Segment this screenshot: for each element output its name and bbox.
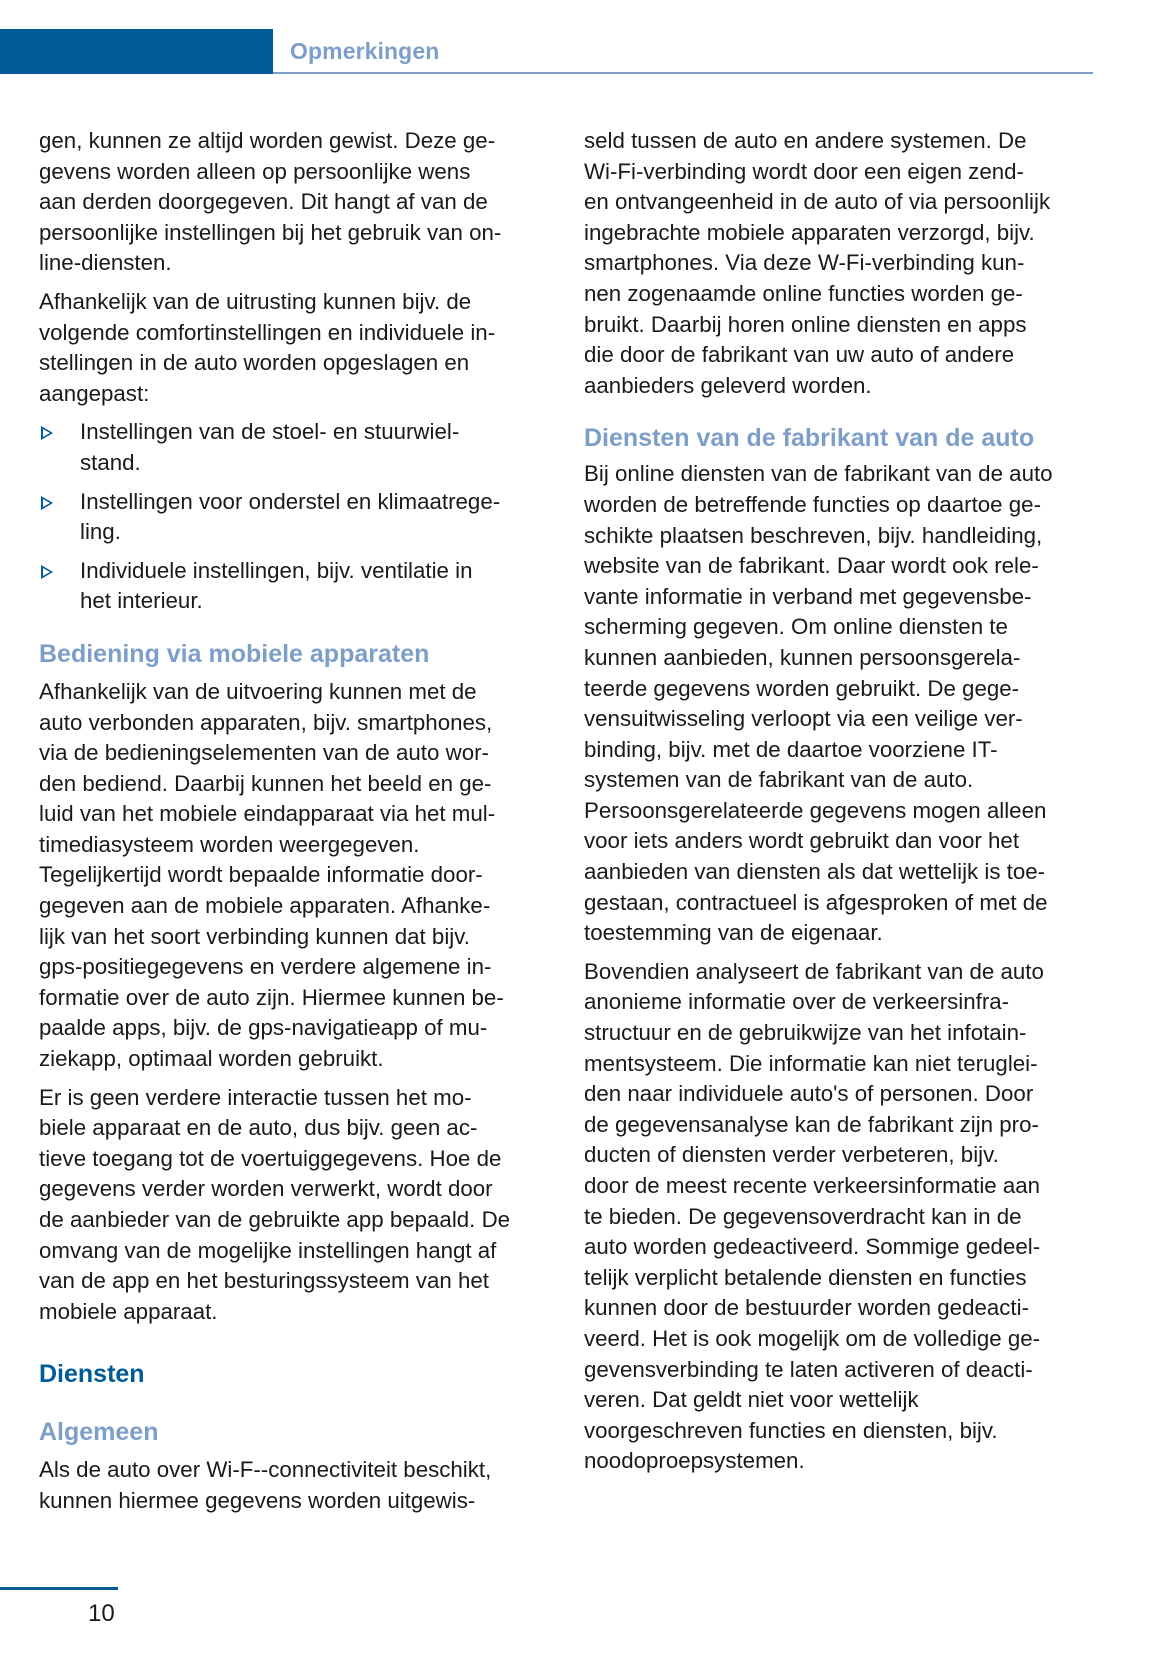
text-line: veren. Dat geldt niet voor wettelijk [584,1387,919,1413]
text-line: paalde apps, bijv. de gps-navigatieapp of mu- [39,1015,488,1041]
text-line: Instellingen voor onderstel en klimaatrege- [80,488,501,514]
text-line: Er is geen verdere interactie tussen het mo- [39,1084,472,1110]
paragraph [584,459,1094,949]
text-line: die door de fabrikant van uw auto of andere [584,342,1015,368]
text-line: veerd. Het is ook mogelijk om de volledige ge- [584,1325,1041,1351]
text-line: Wi-Fi-verbinding wordt door een eigen zend- [584,158,1024,184]
paragraph [39,287,549,409]
text-line: ziekapp, optimaal worden gebruikt. [39,1046,384,1072]
text-line: ling. [80,519,121,545]
text-line: gen, kunnen ze altijd worden gewist. Deze ge- [39,128,496,153]
paragraph [39,1455,549,1516]
text-line: website van de fabrikant. Daar wordt ook rele- [584,553,1039,579]
text-line: aanbieders geleverd worden. [584,372,872,398]
text-line: auto verbonden apparaten, bijv. smartphones, [39,709,493,735]
text-line: nen zogenaamde online functies worden ge- [584,280,1023,306]
footer-divider [0,1587,118,1590]
text-line: gestaan, contractueel is afgesproken of met de [584,889,1048,915]
text-line: volgende comfortinstellingen en individuele in- [39,319,496,345]
text-line: toestemming van de eigenaar. [584,920,883,946]
text-line: ingebrachte mobiele apparaten verzorgd, bijv. [584,219,1035,245]
text-line: systemen van de fabrikant van de auto. [584,767,974,793]
triangle-bullet-icon [41,565,53,579]
list-item-text [80,417,549,478]
list-item-text [80,487,549,548]
text-line: aangepast: [39,380,150,406]
text-line: aan derden doorgegeven. Dit hangt af van de [39,189,488,215]
paragraph [584,957,1094,1477]
text-line: Afhankelijk van de uitvoering kunnen met de [39,678,477,704]
text-line: de gegevensanalyse kan de fabrikant zijn pro- [584,1111,1039,1137]
paragraph [39,126,549,279]
text-line: teerde gegevens worden gebruikt. De gege- [584,675,1020,701]
text-line: stand. [80,449,141,475]
list-item [39,417,549,478]
text-line: mentsysteem. Die informatie kan niet teruglei- [584,1050,1038,1076]
text-line: Persoonsgerelateerde gegevens mogen alleen [584,797,1047,823]
text-line: mobiele apparaat. [39,1298,218,1324]
text-line: bruikt. Daarbij horen online diensten en apps [584,311,1027,337]
text-line: Tegelijkertijd wordt bepaalde informatie door- [39,862,483,888]
section-title: Opmerkingen [290,38,440,64]
text-line: schikte plaatsen beschreven, bijv. handleiding, [584,522,1043,548]
text-line: vante informatie in verband met gegevensbe- [584,583,1032,609]
text-line: Instellingen van de stoel- en stuurwiel- [80,419,460,445]
text-line: voor iets anders wordt gebruikt dan voor het [584,828,1020,854]
text-line: smartphones. Via deze W-Fi-verbinding kun- [584,250,1025,276]
text-line: Bovendien analyseert de fabrikant van de auto [584,958,1044,984]
paragraph [584,126,1094,401]
text-line: gevensverbinding te laten activeren of deacti- [584,1356,1033,1382]
bullet-list [39,417,549,617]
text-line: gps-positiegegevens en verdere algemene in- [39,954,492,980]
text-line: formatie over de auto zijn. Hiermee kunnen be- [39,984,504,1010]
text-line: worden de betreffende functies op daartoe ge- [584,491,1041,517]
list-item [39,556,549,617]
text-line: telijk verplicht betalende diensten en functies [584,1264,1027,1290]
paragraph [39,677,549,1075]
text-line: den bediend. Daarbij kunnen het beeld en ge- [39,770,492,796]
text-line: Als de auto over Wi-F--connectiviteit beschikt, [39,1457,492,1483]
text-line: kunnen aanbieden, kunnen persoonsgerela- [584,644,1021,670]
text-line: tieve toegang tot de voertuiggegevens. Hoe de [39,1145,502,1171]
text-line: seld tussen de auto en andere systemen. De [584,128,1027,153]
text-line: biele apparaat en de auto, dus bijv. geen ac- [39,1115,478,1141]
text-line: auto worden gedeactiveerd. Sommige gedeel- [584,1234,1041,1260]
text-line: Bij online diensten van de fabrikant van de auto [584,461,1053,487]
text-line: gegeven aan de mobiele apparaten. Afhanke- [39,893,491,919]
heading-mobile-devices: Bediening via mobiele apparaten [39,639,430,668]
triangle-bullet-icon [41,496,53,510]
text-line: aanbieden van diensten als dat wettelijk is toe- [584,859,1046,885]
text-line: kunnen door de bestuurder worden gedeacti- [584,1295,1030,1321]
right-column [584,126,1094,1485]
text-line: binding, bijv. met de daartoe voorziene IT- [584,736,998,762]
text-line: voorgeschreven functies en diensten, bijv. [584,1417,998,1443]
text-line: gevens worden alleen op persoonlijke wens [39,158,471,184]
text-line: het interieur. [80,588,203,614]
header-divider [273,72,1093,74]
triangle-bullet-icon [41,426,53,440]
text-line: ducten of diensten verder verbeteren, bijv. [584,1142,999,1168]
text-line: vensuitwisseling verloopt via een veilige ver- [584,706,1023,732]
text-line: line-diensten. [39,250,172,276]
text-line: luid van het mobiele eindapparaat via het mul- [39,801,496,827]
text-line: structuur en de gebruikwijze van het infotain- [584,1020,1027,1046]
heading-services: Diensten [39,1360,145,1389]
text-line: van de app en het besturingssysteem van het [39,1268,489,1294]
text-line: Individuele instellingen, bijv. ventilatie in [80,557,473,583]
text-line: Afhankelijk van de uitrusting kunnen bijv. de [39,288,472,314]
header-accent-bar [0,29,273,74]
text-line: de aanbieder van de gebruikte app bepaald. De [39,1207,511,1232]
text-line: en ontvangeenheid in de auto of via persoonlijk [584,189,1051,215]
text-line: stellingen in de auto worden opgeslagen en [39,350,470,376]
left-column [39,126,549,1525]
paragraph [39,1083,549,1328]
text-line: door de meest recente verkeersinformatie aan [584,1173,1041,1198]
page-number: 10 [88,1600,115,1627]
text-line: timediasysteem worden weergegeven. [39,831,420,857]
heading-general: Algemeen [39,1418,159,1447]
text-line: gegevens verder worden verwerkt, wordt door [39,1176,493,1202]
text-line: noodoproepsystemen. [584,1448,805,1474]
list-item [39,487,549,548]
list-item-text [80,556,549,617]
text-line: scherming gegeven. Om online diensten te [584,614,1008,640]
text-line: anonieme informatie over de verkeersinfra- [584,989,1010,1015]
heading-manufacturer-services: Diensten van de fabrikant van de auto [584,424,1035,453]
text-line: persoonlijke instellingen bij het gebruik van on- [39,219,502,245]
text-line: via de bedieningselementen van de auto wor- [39,740,489,766]
text-line: lijk van het soort verbinding kunnen dat bijv. [39,923,470,949]
text-line: omvang van de mogelijke instellingen hangt af [39,1237,497,1263]
text-line: te bieden. De gegevensoverdracht kan in de [584,1203,1022,1229]
text-line: den naar individuele auto's of personen. Door [584,1081,1034,1107]
text-line: kunnen hiermee gegevens worden uitgewis- [39,1487,476,1513]
